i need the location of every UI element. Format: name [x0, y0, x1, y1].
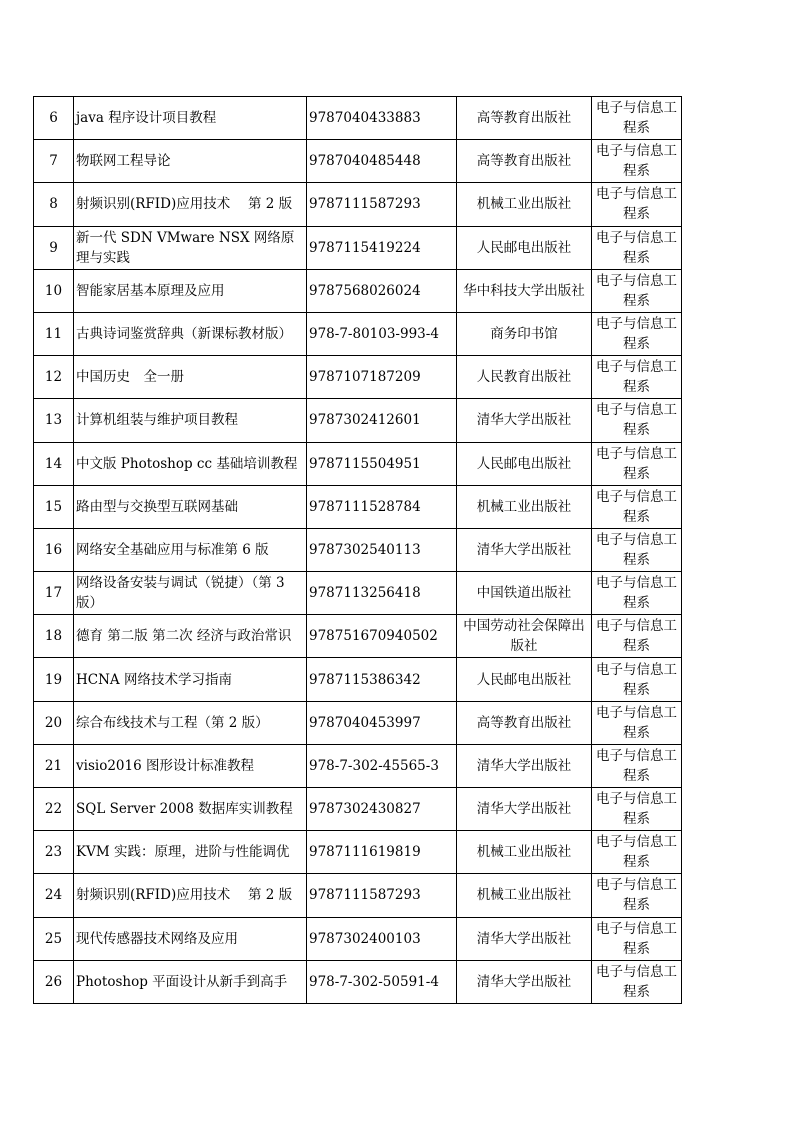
department: 电子与信息工程系 — [592, 97, 682, 140]
table-row — [34, 485, 682, 528]
isbn: 978751670940502 — [307, 615, 457, 658]
book-title: visio2016 图形设计标准教程 — [74, 744, 307, 787]
row-number: 20 — [34, 701, 74, 744]
table-row — [34, 615, 682, 658]
department: 电子与信息工程系 — [592, 788, 682, 831]
department: 电子与信息工程系 — [592, 658, 682, 701]
table-row — [34, 97, 682, 140]
isbn: 9787040485448 — [307, 140, 457, 183]
table-row — [34, 528, 682, 571]
table-row — [34, 226, 682, 269]
row-number: 15 — [34, 485, 74, 528]
isbn: 9787115504951 — [307, 442, 457, 485]
book-title: 网络设备安装与调试（锐捷）（第 3 版） — [74, 572, 307, 615]
row-number: 12 — [34, 356, 74, 399]
table-row — [34, 312, 682, 355]
row-number: 13 — [34, 399, 74, 442]
row-number: 6 — [34, 97, 74, 140]
isbn: 978-7-80103-993-4 — [307, 312, 457, 355]
department: 电子与信息工程系 — [592, 399, 682, 442]
book-title: KVM 实践：原理，进阶与性能调优 — [74, 831, 307, 874]
row-number: 11 — [34, 312, 74, 355]
isbn: 9787111587293 — [307, 183, 457, 226]
isbn: 9787115386342 — [307, 658, 457, 701]
book-title: Photoshop 平面设计从新手到高手 — [74, 960, 307, 1003]
book-title: 德育 第二版 第二次 经济与政治常识 — [74, 615, 307, 658]
department: 电子与信息工程系 — [592, 572, 682, 615]
book-title: java 程序设计项目教程 — [74, 97, 307, 140]
isbn: 9787302412601 — [307, 399, 457, 442]
isbn: 9787111528784 — [307, 485, 457, 528]
book-title: 计算机组装与维护项目教程 — [74, 399, 307, 442]
row-number: 18 — [34, 615, 74, 658]
publisher: 高等教育出版社 — [457, 140, 592, 183]
book-title: 中国历史 全一册 — [74, 356, 307, 399]
isbn: 9787115419224 — [307, 226, 457, 269]
department: 电子与信息工程系 — [592, 831, 682, 874]
publisher: 机械工业出版社 — [457, 831, 592, 874]
book-title: 综合布线技术与工程（第 2 版） — [74, 701, 307, 744]
row-number: 26 — [34, 960, 74, 1003]
row-number: 24 — [34, 874, 74, 917]
publisher: 清华大学出版社 — [457, 744, 592, 787]
publisher: 清华大学出版社 — [457, 917, 592, 960]
book-title: 智能家居基本原理及应用 — [74, 269, 307, 312]
isbn: 978-7-302-50591-4 — [307, 960, 457, 1003]
table-row — [34, 831, 682, 874]
department: 电子与信息工程系 — [592, 744, 682, 787]
publisher: 清华大学出版社 — [457, 788, 592, 831]
row-number: 25 — [34, 917, 74, 960]
department: 电子与信息工程系 — [592, 528, 682, 571]
row-number: 16 — [34, 528, 74, 571]
isbn: 9787040433883 — [307, 97, 457, 140]
publisher: 商务印书馆 — [457, 312, 592, 355]
isbn: 9787111619819 — [307, 831, 457, 874]
publisher: 人民邮电出版社 — [457, 658, 592, 701]
row-number: 14 — [34, 442, 74, 485]
publisher: 中国铁道出版社 — [457, 572, 592, 615]
table-row — [34, 788, 682, 831]
book-title: 古典诗词鉴赏辞典（新课标教材版） — [74, 312, 307, 355]
document-page — [33, 96, 681, 1004]
table-row — [34, 442, 682, 485]
book-title: 射频识别(RFID)应用技术 第 2 版 — [74, 183, 307, 226]
publisher: 人民邮电出版社 — [457, 226, 592, 269]
row-number: 7 — [34, 140, 74, 183]
book-title: 物联网工程导论 — [74, 140, 307, 183]
department: 电子与信息工程系 — [592, 183, 682, 226]
isbn: 9787302540113 — [307, 528, 457, 571]
publisher: 清华大学出版社 — [457, 399, 592, 442]
row-number: 19 — [34, 658, 74, 701]
table-row — [34, 744, 682, 787]
department: 电子与信息工程系 — [592, 312, 682, 355]
book-title: 网络安全基础应用与标准第 6 版 — [74, 528, 307, 571]
department: 电子与信息工程系 — [592, 140, 682, 183]
isbn: 9787568026024 — [307, 269, 457, 312]
publisher: 高等教育出版社 — [457, 97, 592, 140]
row-number: 9 — [34, 226, 74, 269]
row-number: 17 — [34, 572, 74, 615]
table-row — [34, 960, 682, 1003]
isbn: 9787111587293 — [307, 874, 457, 917]
isbn: 9787040453997 — [307, 701, 457, 744]
publisher: 机械工业出版社 — [457, 874, 592, 917]
publisher: 中国劳动社会保障出版社 — [457, 615, 592, 658]
department: 电子与信息工程系 — [592, 917, 682, 960]
department: 电子与信息工程系 — [592, 960, 682, 1003]
department: 电子与信息工程系 — [592, 356, 682, 399]
department: 电子与信息工程系 — [592, 269, 682, 312]
isbn: 978-7-302-45565-3 — [307, 744, 457, 787]
publisher: 清华大学出版社 — [457, 528, 592, 571]
department: 电子与信息工程系 — [592, 615, 682, 658]
row-number: 10 — [34, 269, 74, 312]
publisher: 人民邮电出版社 — [457, 442, 592, 485]
publisher: 高等教育出版社 — [457, 701, 592, 744]
department: 电子与信息工程系 — [592, 226, 682, 269]
isbn: 9787302400103 — [307, 917, 457, 960]
row-number: 21 — [34, 744, 74, 787]
publisher: 机械工业出版社 — [457, 485, 592, 528]
book-title: 现代传感器技术网络及应用 — [74, 917, 307, 960]
book-title: 中文版 Photoshop cc 基础培训教程 — [74, 442, 307, 485]
department: 电子与信息工程系 — [592, 442, 682, 485]
book-title: 射频识别(RFID)应用技术 第 2 版 — [74, 874, 307, 917]
isbn: 9787113256418 — [307, 572, 457, 615]
publisher: 人民教育出版社 — [457, 356, 592, 399]
row-number: 8 — [34, 183, 74, 226]
table-row — [34, 572, 682, 615]
isbn: 9787302430827 — [307, 788, 457, 831]
book-title: HCNA 网络技术学习指南 — [74, 658, 307, 701]
book-title: 路由型与交换型互联网基础 — [74, 485, 307, 528]
table-row — [34, 399, 682, 442]
publisher: 华中科技大学出版社 — [457, 269, 592, 312]
table-row — [34, 269, 682, 312]
row-number: 23 — [34, 831, 74, 874]
department: 电子与信息工程系 — [592, 701, 682, 744]
table-row — [34, 701, 682, 744]
book-title: SQL Server 2008 数据库实训教程 — [74, 788, 307, 831]
table-row — [34, 917, 682, 960]
table-row — [34, 140, 682, 183]
publisher: 机械工业出版社 — [457, 183, 592, 226]
table-row — [34, 356, 682, 399]
textbook-table — [33, 96, 682, 1004]
table-body — [34, 97, 682, 1004]
table-row — [34, 874, 682, 917]
book-title: 新一代 SDN VMware NSX 网络原理与实践 — [74, 226, 307, 269]
table-row — [34, 183, 682, 226]
department: 电子与信息工程系 — [592, 485, 682, 528]
isbn: 9787107187209 — [307, 356, 457, 399]
department: 电子与信息工程系 — [592, 874, 682, 917]
row-number: 22 — [34, 788, 74, 831]
table-row — [34, 658, 682, 701]
publisher: 清华大学出版社 — [457, 960, 592, 1003]
